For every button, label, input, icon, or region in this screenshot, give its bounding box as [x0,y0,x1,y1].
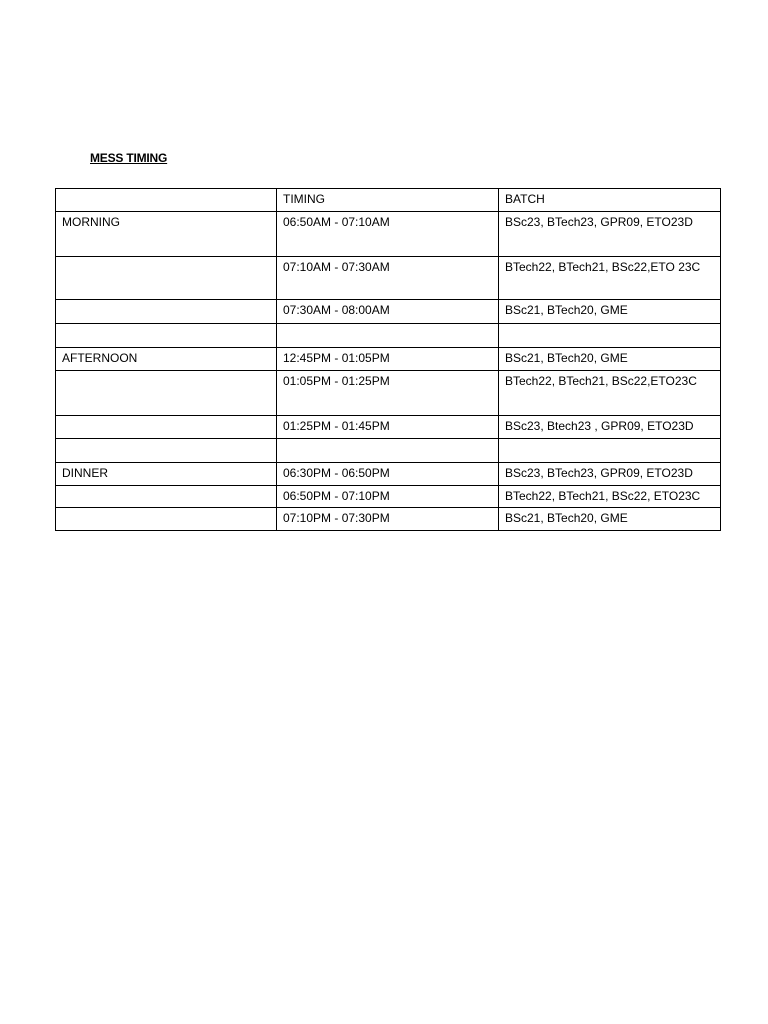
table-row-spacer [56,324,721,348]
timing-cell: 07:10PM - 07:30PM [277,508,499,531]
batch-cell: BTech22, BTech21, BSc22, ETO23C [499,486,721,508]
table-header-row [56,189,721,212]
header-timing-cell: TIMING [277,189,499,212]
meal-cell: DINNER [56,463,277,486]
meal-cell [56,257,277,300]
meal-cell [56,508,277,531]
timing-cell: 06:30PM - 06:50PM [277,463,499,486]
table-row-spacer [56,439,721,463]
page-title: MESS TIMING [90,151,168,165]
timing-cell [277,324,499,348]
timing-cell: 12:45PM - 01:05PM [277,348,499,371]
timing-cell: 06:50PM - 07:10PM [277,486,499,508]
table-row [56,486,721,508]
header-batch-cell: BATCH [499,189,721,212]
batch-cell: BTech22, BTech21, BSc22,ETO23C [499,371,721,416]
mess-timing-table [55,188,721,531]
meal-cell [56,486,277,508]
timing-cell: 07:30AM - 08:00AM [277,300,499,324]
batch-cell: BTech22, BTech21, BSc22,ETO 23C [499,257,721,300]
timing-cell: 07:10AM - 07:30AM [277,257,499,300]
batch-cell: BSc23, BTech23, GPR09, ETO23D [499,212,721,257]
batch-cell: BSc21, BTech20, GME [499,300,721,324]
meal-cell [56,324,277,348]
table-row [56,371,721,416]
batch-cell [499,439,721,463]
meal-cell: MORNING [56,212,277,257]
meal-cell [56,300,277,324]
batch-cell: BSc23, BTech23, GPR09, ETO23D [499,463,721,486]
meal-cell [56,416,277,439]
table-row [56,300,721,324]
table-row [56,257,721,300]
batch-cell: BSc23, Btech23 , GPR09, ETO23D [499,416,721,439]
meal-cell [56,371,277,416]
timing-cell: 06:50AM - 07:10AM [277,212,499,257]
batch-cell: BSc21, BTech20, GME [499,508,721,531]
table-row [56,463,721,486]
meal-cell: AFTERNOON [56,348,277,371]
table-row [56,348,721,371]
table-row [56,212,721,257]
header-meal-cell [56,189,277,212]
table-row [56,508,721,531]
batch-cell [499,324,721,348]
timing-cell [277,439,499,463]
timing-cell: 01:25PM - 01:45PM [277,416,499,439]
meal-cell [56,439,277,463]
timing-cell: 01:05PM - 01:25PM [277,371,499,416]
batch-cell: BSc21, BTech20, GME [499,348,721,371]
table-row [56,416,721,439]
